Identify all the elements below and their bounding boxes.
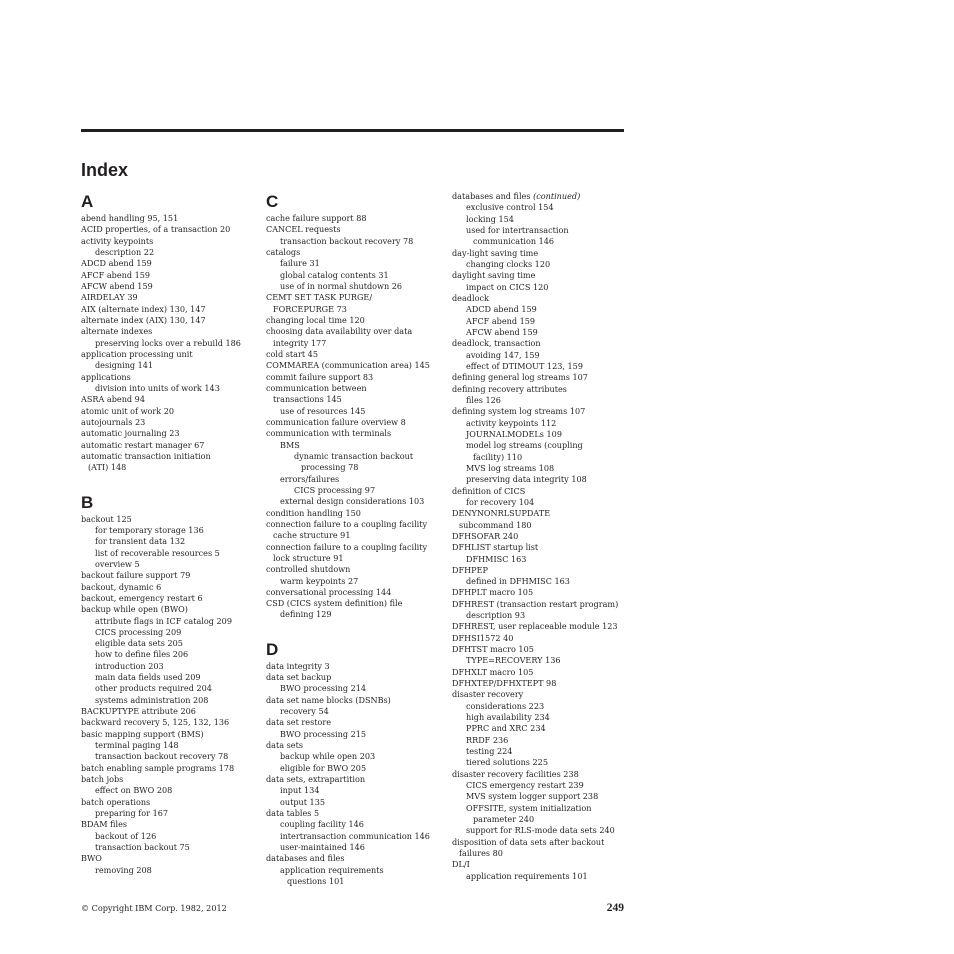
index-entry: disaster recovery <box>452 689 524 700</box>
index-entry-continuation: subcommand 180 <box>459 519 532 530</box>
index-entry: model log streams (coupling <box>466 440 583 451</box>
index-entry: considerations 223 <box>466 700 545 711</box>
index-column-3 <box>452 191 630 882</box>
index-entry: attribute flags in ICF catalog 209 <box>95 615 232 626</box>
index-entry: controlled shutdown <box>266 564 351 575</box>
index-entry: transaction backout 75 <box>95 842 190 853</box>
index-entry-continuation: parameter 240 <box>473 814 535 825</box>
index-entry: systems administration 208 <box>95 694 209 705</box>
index-entry: high availability 234 <box>466 712 550 723</box>
index-entry: data set name blocks (DSNBs) <box>266 694 391 705</box>
index-letter-heading: B <box>81 492 94 512</box>
index-entry: used for intertransaction <box>466 224 569 235</box>
index-entry: data integrity 3 <box>266 660 330 671</box>
index-entry: eligible for BWO 205 <box>280 762 367 773</box>
index-entry: effect on BWO 208 <box>95 785 173 796</box>
index-entry: MVS log streams 108 <box>466 462 555 473</box>
index-entry: deadlock <box>452 292 489 303</box>
index-entry: TYPE=RECOVERY 136 <box>466 655 561 666</box>
index-entry: DFHREST, user replaceable module 123 <box>452 621 618 632</box>
index-entry-continuation: facility) 110 <box>473 451 523 462</box>
index-entry: division into units of work 143 <box>95 382 220 393</box>
index-entry: PPRC and XRC 234 <box>466 723 546 734</box>
index-entry: activity keypoints <box>81 235 154 246</box>
index-entry: communication between <box>266 382 367 393</box>
index-entry: AFCW abend 159 <box>81 280 153 291</box>
index-entry: deadlock, transaction <box>452 338 541 349</box>
index-entry: AIX (alternate index) 130, 147 <box>81 303 206 314</box>
index-entry: atomic unit of work 20 <box>81 405 175 416</box>
index-entry: BWO processing 215 <box>280 728 367 739</box>
index-entry: exclusive control 154 <box>466 202 554 213</box>
index-entry-continuation: communication 146 <box>473 236 555 247</box>
index-entry: databases and files <box>266 853 345 864</box>
index-entry: transaction backout recovery 78 <box>95 751 229 762</box>
index-entry: introduction 203 <box>95 660 164 671</box>
index-entry: AIRDELAY 39 <box>81 292 138 303</box>
index-entry: choosing data availability over data <box>266 326 413 337</box>
index-entry: data set backup <box>266 672 332 683</box>
index-column-2 <box>266 191 446 887</box>
index-entry: disaster recovery facilities 238 <box>452 768 579 779</box>
index-entry: how to define files 206 <box>95 649 189 660</box>
page-number: 249 <box>606 902 624 914</box>
index-entry: backout failure support 79 <box>81 570 191 581</box>
index-entry: ASRA abend 94 <box>81 394 145 405</box>
index-entry: defining system log streams 107 <box>452 406 586 417</box>
index-entry: backout 125 <box>81 513 132 524</box>
index-entry: DFHSI1572 40 <box>452 632 514 643</box>
index-entry: use of in normal shutdown 26 <box>280 280 403 291</box>
index-entry: catalogs <box>266 246 301 257</box>
index-entry: DFHMISC 163 <box>466 553 527 564</box>
index-entry: BWO processing 214 <box>280 683 367 694</box>
index-entry: conversational processing 144 <box>266 586 392 597</box>
index-entry: connection failure to a coupling facility <box>266 518 428 529</box>
index-entry: application requirements <box>280 864 384 875</box>
index-entry: CICS processing 209 <box>95 626 182 637</box>
index-entry: automatic transaction initiation <box>81 450 211 461</box>
index-entry: autojournals 23 <box>81 416 146 427</box>
index-entry: data set restore <box>266 717 332 728</box>
index-entry: JOURNALMODELs 109 <box>466 428 562 439</box>
index-entry: files 126 <box>466 394 501 405</box>
index-entry-continuation: failures 80 <box>459 848 503 859</box>
index-entry: AFCF abend 159 <box>466 315 536 326</box>
index-entry: effect of DTIMOUT 123, 159 <box>466 360 583 371</box>
index-entry: batch jobs <box>81 774 124 785</box>
index-entry: CSD (CICS system definition) file <box>266 598 403 609</box>
index-entry: application processing unit <box>81 348 193 359</box>
index-entry: applications <box>81 371 131 382</box>
index-entry: DENYNONRLSUPDATE <box>452 508 551 519</box>
index-entry: defined in DFHMISC 163 <box>466 576 570 587</box>
index-entry: batch operations <box>81 796 151 807</box>
index-entry-continuation: integrity 177 <box>273 337 327 348</box>
index-entry: dynamic transaction backout <box>294 450 414 461</box>
index-entry: backup while open 203 <box>280 751 376 762</box>
index-entry: description 93 <box>466 610 526 621</box>
index-entry: for transient data 132 <box>95 536 186 547</box>
index-entry: list of recoverable resources 5 <box>95 547 220 558</box>
index-entry: other products required 204 <box>95 683 212 694</box>
index-entry: backward recovery 5, 125, 132, 136 <box>81 717 230 728</box>
index-entry: for temporary storage 136 <box>95 524 204 535</box>
index-entry: RRDF 236 <box>466 734 509 745</box>
index-entry: overview 5 <box>95 558 140 569</box>
index-entry: CICS processing 97 <box>294 484 376 495</box>
index-entry: DL/I <box>452 859 470 870</box>
index-entry: terminal paging 148 <box>95 740 179 751</box>
index-entry-continuation: cache structure 91 <box>273 530 351 541</box>
index-entry: backout, dynamic 6 <box>81 581 162 592</box>
index-entry: coupling facility 146 <box>280 819 364 830</box>
index-entry: use of resources 145 <box>280 405 366 416</box>
index-entry: preparing for 167 <box>95 808 169 819</box>
index-entry: alternate indexes <box>81 326 153 337</box>
index-entry: data tables 5 <box>266 808 320 819</box>
index-entry: ADCD abend 159 <box>466 304 537 315</box>
index-entry: data sets, extrapartition <box>266 774 366 785</box>
index-entry: DFHTST macro 105 <box>452 644 534 655</box>
index-entry: automatic restart manager 67 <box>81 439 205 450</box>
continued-label: (continued) <box>533 191 581 201</box>
index-entry: for recovery 104 <box>466 496 535 507</box>
index-entry: designing 141 <box>95 360 154 371</box>
index-entry: backup while open (BWO) <box>81 604 188 615</box>
index-entry: defining recovery attributes <box>452 383 567 394</box>
index-entry: daylight saving time <box>452 270 536 281</box>
page-title: Index <box>81 160 129 180</box>
index-entry: DFHPLT macro 105 <box>452 587 534 598</box>
index-entry: MVS system logger support 238 <box>466 791 599 802</box>
index-entry: definition of CICS <box>452 485 526 496</box>
index-entry: day-light saving time <box>452 247 539 258</box>
index-entry <box>452 191 630 202</box>
index-entry: recovery 54 <box>280 706 329 717</box>
index-entry: intertransaction communication 146 <box>280 830 430 841</box>
index-entry: support for RLS-mode data sets 240 <box>466 825 615 836</box>
index-entry: removing 208 <box>95 864 152 875</box>
index-entry: user-maintained 146 <box>280 842 365 853</box>
index-entry: AFCW abend 159 <box>466 326 538 337</box>
index-entry: testing 224 <box>466 746 513 757</box>
index-entry: description 22 <box>95 246 155 257</box>
index-entry: commit failure support 83 <box>266 371 374 382</box>
index-entry: input 134 <box>280 785 320 796</box>
index-entry: CEMT SET TASK PURGE/ <box>266 292 373 303</box>
index-entry-term: databases and files <box>452 191 531 201</box>
index-entry: ADCD abend 159 <box>81 258 152 269</box>
index-entry: external design considerations 103 <box>280 496 425 507</box>
index-entry: locking 154 <box>466 213 514 224</box>
index-entry: communication failure overview 8 <box>266 416 406 427</box>
index-entry: batch enabling sample programs 178 <box>81 762 235 773</box>
index-entry: impact on CICS 120 <box>466 281 549 292</box>
index-entry: failure 31 <box>280 258 320 269</box>
index-entry: defining general log streams 107 <box>452 372 588 383</box>
index-entry: main data fields used 209 <box>95 672 201 683</box>
index-entry: cache failure support 88 <box>266 213 367 223</box>
index-entry: OFFSITE, system initialization <box>466 802 592 813</box>
index-entry: alternate index (AIX) 130, 147 <box>81 314 206 325</box>
index-entry: preserving locks over a rebuild 186 <box>95 337 241 348</box>
index-entry: DFHREST (transaction restart program) <box>452 598 619 609</box>
index-entry: communication with terminals <box>266 428 392 439</box>
index-entry: connection failure to a coupling facility <box>266 541 428 552</box>
index-entry: DFHPEP <box>452 564 488 575</box>
index-entry-continuation: (ATI) 148 <box>88 462 127 473</box>
index-entry: output 135 <box>280 796 326 807</box>
index-letter-heading: D <box>266 639 279 659</box>
index-entry-continuation: FORCEPURGE 73 <box>273 303 347 314</box>
index-entry: DFHXLT macro 105 <box>452 666 534 677</box>
index-entry: automatic journaling 23 <box>81 428 180 439</box>
index-column-1 <box>81 191 261 876</box>
index-entry: condition handling 150 <box>266 507 361 518</box>
index-entry: defining 129 <box>280 609 332 620</box>
index-entry: DFHXTEP/DFHXTEPT 98 <box>452 678 557 689</box>
index-entry: tiered solutions 225 <box>466 757 548 768</box>
index-entry: BACKUPTYPE attribute 206 <box>81 706 196 717</box>
index-entry: warm keypoints 27 <box>280 575 359 586</box>
footer-copyright: © Copyright IBM Corp. 1982, 2012 <box>81 903 227 913</box>
index-entry: errors/failures <box>280 473 340 484</box>
index-entry: preserving data integrity 108 <box>466 474 587 485</box>
index-entry: BDAM files <box>81 819 128 830</box>
index-entry: avoiding 147, 159 <box>466 349 540 360</box>
index-letter-heading: C <box>266 192 279 211</box>
index-entry: eligible data sets 205 <box>95 638 183 649</box>
index-entry: transaction backout recovery 78 <box>280 235 414 246</box>
index-entry-continuation: transactions 145 <box>273 394 342 405</box>
index-entry: backout of 126 <box>95 830 157 841</box>
index-entry: disposition of data sets after backout <box>452 836 605 847</box>
index-entry: changing clocks 120 <box>466 258 551 269</box>
index-entry: CANCEL requests <box>266 224 341 235</box>
index-entry: global catalog contents 31 <box>280 269 389 280</box>
index-entry: CICS emergency restart 239 <box>466 780 584 791</box>
index-entry: ACID properties, of a transaction 20 <box>81 224 231 235</box>
index-entry: BWO <box>81 853 102 864</box>
index-entry: backout, emergency restart 6 <box>81 592 203 603</box>
index-entry: abend handling 95, 151 <box>81 213 179 223</box>
index-entry: activity keypoints 112 <box>466 417 557 428</box>
index-letter-heading: A <box>81 192 94 211</box>
index-entry-continuation: lock structure 91 <box>273 552 344 563</box>
index-entry: AFCF abend 159 <box>81 269 151 280</box>
index-entry-continuation: processing 78 <box>301 462 359 473</box>
index-entry: DFHSOFAR 240 <box>452 530 519 541</box>
index-entry: basic mapping support (BMS) <box>81 728 204 739</box>
index-entry: BMS <box>280 439 300 450</box>
index-entry: DFHLIST startup list <box>452 542 539 553</box>
index-entry: data sets <box>266 740 304 751</box>
header-rule <box>81 129 624 132</box>
index-entry: changing local time 120 <box>266 314 365 325</box>
index-entry: COMMAREA (communication area) 145 <box>266 360 430 371</box>
index-entry: application requirements 101 <box>466 870 588 881</box>
index-entry-continuation: questions 101 <box>287 876 345 887</box>
index-entry: cold start 45 <box>266 348 318 359</box>
